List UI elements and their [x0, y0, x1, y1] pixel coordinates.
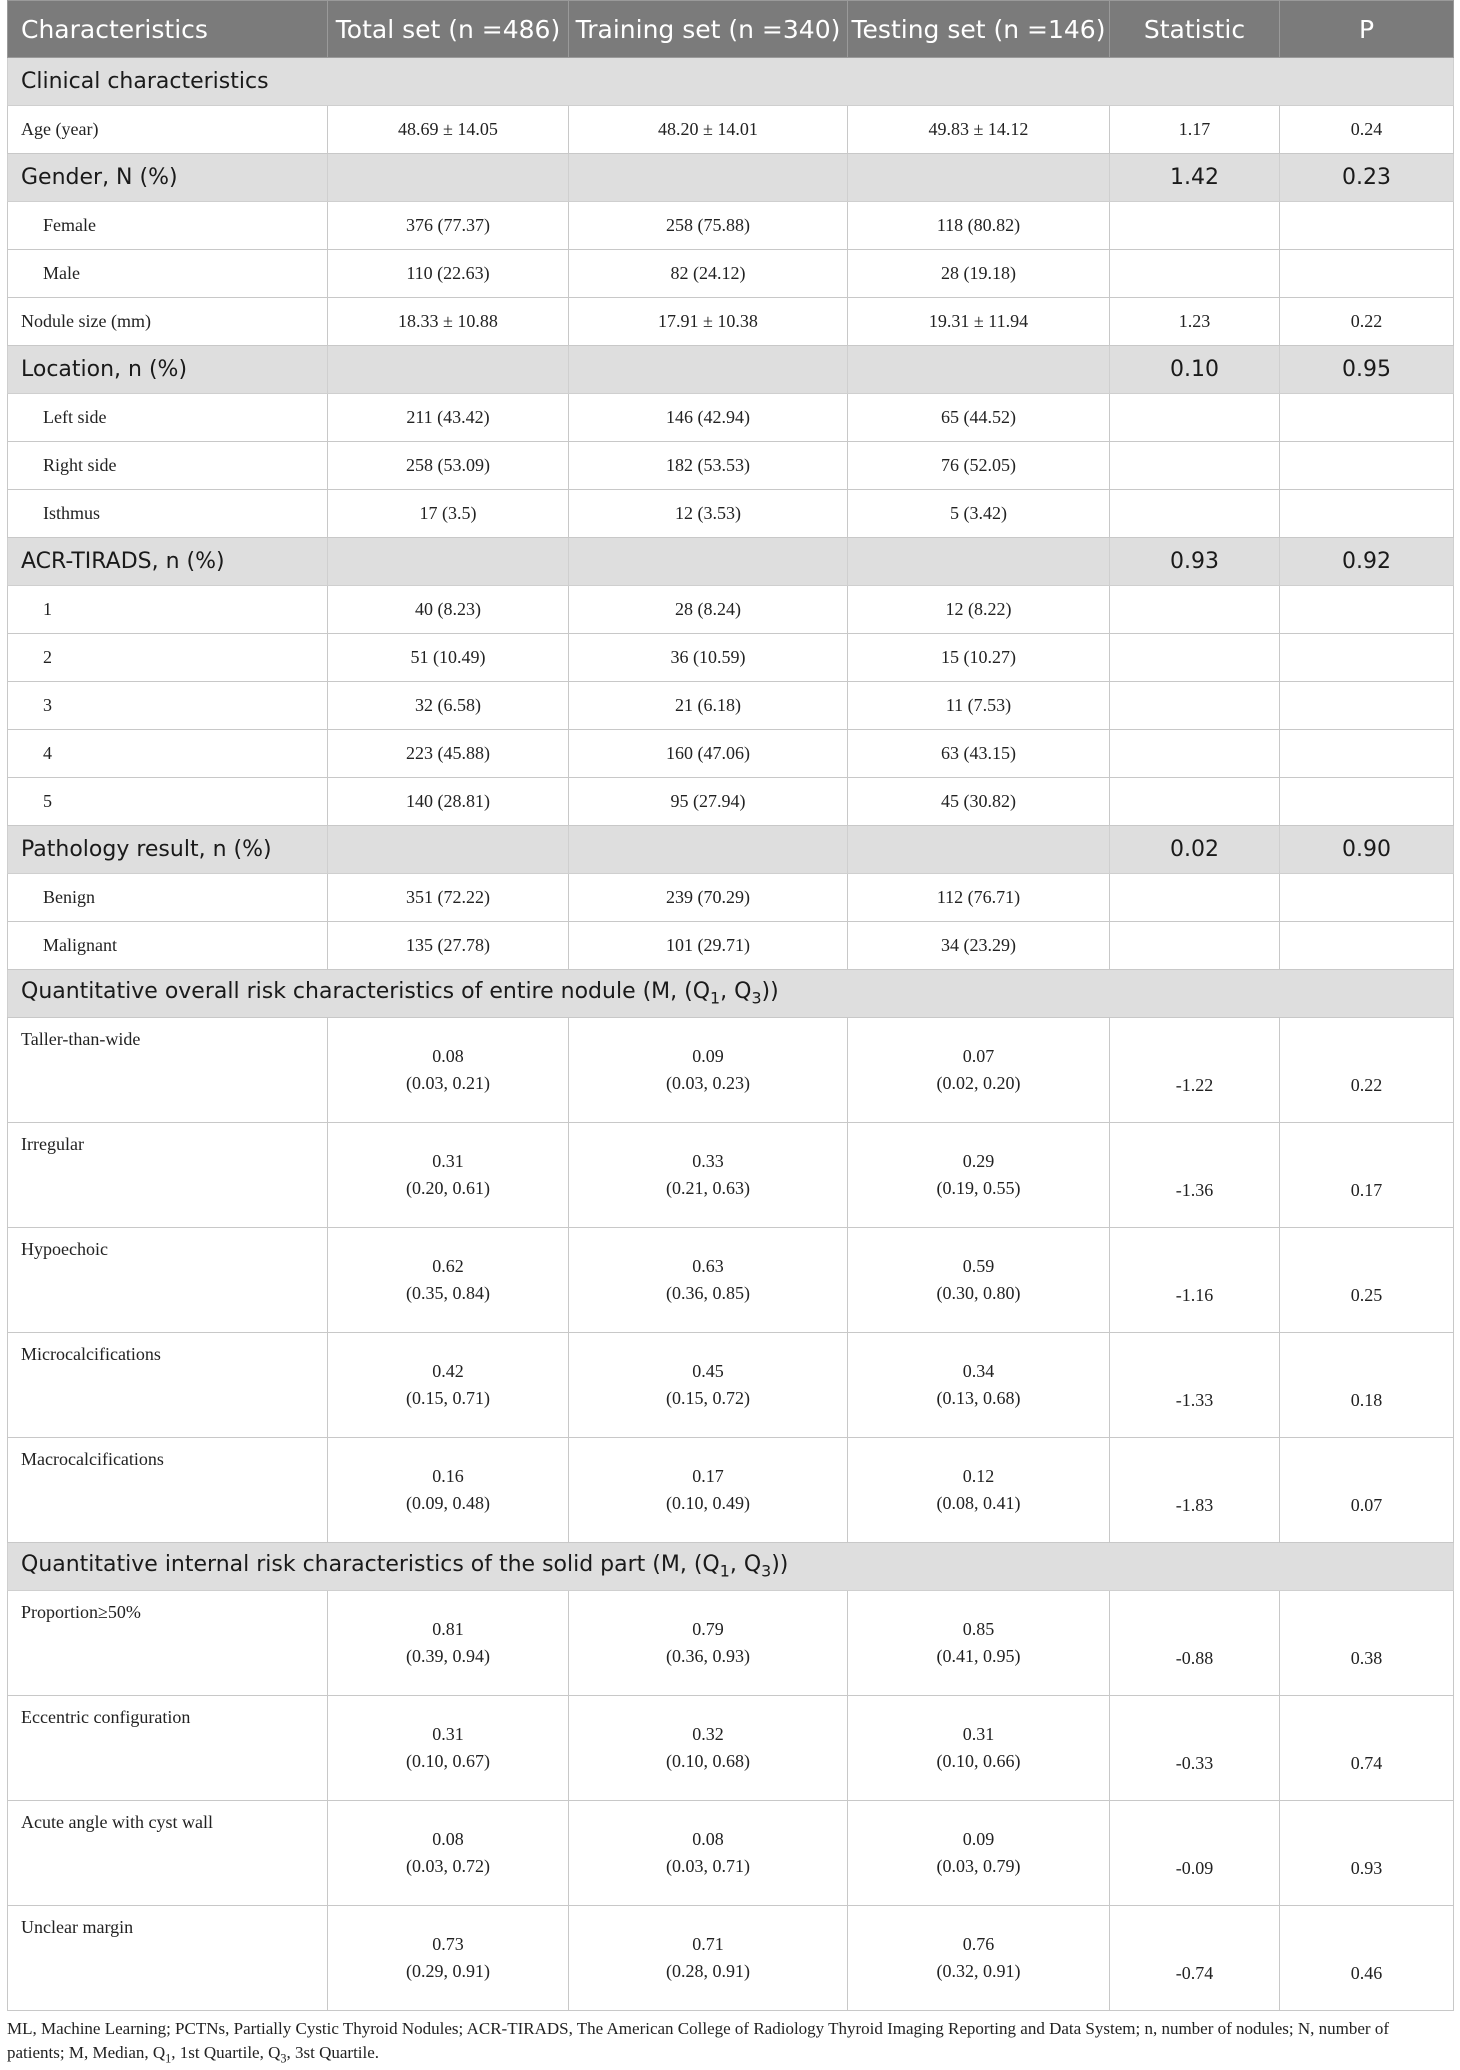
table-row: [8, 1906, 1454, 2011]
header-training-set: Training set (n =340): [569, 1, 848, 58]
cell-statistic: 0.93: [1110, 538, 1280, 586]
cell-total: 17 (3.5): [328, 490, 569, 538]
cell-p: 0.92: [1280, 538, 1454, 586]
header-row: [8, 1, 1454, 58]
cell-testing: 0.85 (0.41, 0.95): [848, 1591, 1110, 1696]
table-row: [8, 1333, 1454, 1438]
cell-training: 36 (10.59): [569, 634, 848, 682]
row-label: 5: [8, 778, 328, 826]
row-label: Benign: [8, 874, 328, 922]
cell-total: 223 (45.88): [328, 730, 569, 778]
cell-p: 0.23: [1280, 154, 1454, 202]
row-label: Proportion≥50%: [8, 1591, 328, 1696]
cell-statistic: -0.33: [1110, 1696, 1280, 1801]
cell-training: 12 (3.53): [569, 490, 848, 538]
cell-total: 48.69 ± 14.05: [328, 106, 569, 154]
cell-testing: 19.31 ± 11.94: [848, 298, 1110, 346]
cell-testing: 118 (80.82): [848, 202, 1110, 250]
cell-training: 28 (8.24): [569, 586, 848, 634]
row-label: Eccentric configuration: [8, 1696, 328, 1801]
cell-p: 0.17: [1280, 1123, 1454, 1228]
cell-p: 0.93: [1280, 1801, 1454, 1906]
category-row-location: [8, 346, 1454, 394]
row-label: Irregular: [8, 1123, 328, 1228]
cell-testing: 0.09 (0.03, 0.79): [848, 1801, 1110, 1906]
cell-total: 135 (27.78): [328, 922, 569, 970]
cell-training: 0.45 (0.15, 0.72): [569, 1333, 848, 1438]
cell-training: 0.79 (0.36, 0.93): [569, 1591, 848, 1696]
row-label: Taller-than-wide: [8, 1018, 328, 1123]
cell-statistic: 1.23: [1110, 298, 1280, 346]
cell-training: 0.32 (0.10, 0.68): [569, 1696, 848, 1801]
characteristics-table: [7, 0, 1454, 1018]
cell-total: 0.73 (0.29, 0.91): [328, 1906, 569, 2011]
overall-risk-rows: [8, 1018, 1454, 1543]
row-label: Age (year): [8, 106, 328, 154]
table-row: [8, 1123, 1454, 1228]
cell-testing: 0.07 (0.02, 0.20): [848, 1018, 1110, 1123]
cell-total: 0.62 (0.35, 0.84): [328, 1228, 569, 1333]
category-label: ACR-TIRADS, n (%): [8, 538, 328, 586]
cell-testing: 63 (43.15): [848, 730, 1110, 778]
cell-training: 0.33 (0.21, 0.63): [569, 1123, 848, 1228]
cell-statistic: -1.83: [1110, 1438, 1280, 1543]
internal-risk-rows: [8, 1591, 1454, 2011]
cell-testing: 45 (30.82): [848, 778, 1110, 826]
section-clinical-title: Clinical characteristics: [8, 58, 1454, 106]
cell-total: 32 (6.58): [328, 682, 569, 730]
cell-statistic: 1.42: [1110, 154, 1280, 202]
cell-statistic: -0.74: [1110, 1906, 1280, 2011]
cell-testing: 65 (44.52): [848, 394, 1110, 442]
table-row: [8, 1696, 1454, 1801]
cell-statistic: 1.17: [1110, 106, 1280, 154]
table-row: [8, 202, 1454, 250]
cell-testing: 0.12 (0.08, 0.41): [848, 1438, 1110, 1543]
table-row: [8, 922, 1454, 970]
cell-testing: 0.34 (0.13, 0.68): [848, 1333, 1110, 1438]
cell-training: 0.17 (0.10, 0.49): [569, 1438, 848, 1543]
header-testing-set: Testing set (n =146): [848, 1, 1110, 58]
cell-p: 0.24: [1280, 106, 1454, 154]
section-overall-title: Quantitative overall risk characteristics of entire nodule (M, ($Q_1$, $Q_3$)): [8, 970, 1454, 1018]
cell-p: 0.25: [1280, 1228, 1454, 1333]
header-total-set: Total set (n =486): [328, 1, 569, 58]
row-label: Malignant: [8, 922, 328, 970]
cell-total: 0.08 (0.03, 0.21): [328, 1018, 569, 1123]
table-row: [8, 874, 1454, 922]
cell-statistic: -0.88: [1110, 1591, 1280, 1696]
cell-p: 0.18: [1280, 1333, 1454, 1438]
cell-training: 146 (42.94): [569, 394, 848, 442]
cell-total: 0.31 (0.20, 0.61): [328, 1123, 569, 1228]
cell-testing: 0.29 (0.19, 0.55): [848, 1123, 1110, 1228]
cell-testing: 15 (10.27): [848, 634, 1110, 682]
cell-total: 140 (28.81): [328, 778, 569, 826]
table-row: [8, 1438, 1454, 1543]
category-label: Pathology result, n (%): [8, 826, 328, 874]
cell-statistic: -1.16: [1110, 1228, 1280, 1333]
cell-statistic: 0.02: [1110, 826, 1280, 874]
table-row: [8, 106, 1454, 154]
table-row: [8, 394, 1454, 442]
cell-training: 0.71 (0.28, 0.91): [569, 1906, 848, 2011]
category-row-pathology: [8, 826, 1454, 874]
header-characteristics: Characteristics: [8, 1, 328, 58]
cell-statistic: -1.33: [1110, 1333, 1280, 1438]
cell-total: 258 (53.09): [328, 442, 569, 490]
cell-total: 0.08 (0.03, 0.72): [328, 1801, 569, 1906]
cell-statistic: -1.22: [1110, 1018, 1280, 1123]
cell-p: 0.90: [1280, 826, 1454, 874]
cell-testing: 112 (76.71): [848, 874, 1110, 922]
section-clinical: [8, 58, 1454, 106]
cell-training: 0.63 (0.36, 0.85): [569, 1228, 848, 1333]
cell-p: 0.46: [1280, 1906, 1454, 2011]
table-row: [8, 490, 1454, 538]
cell-training: 239 (70.29): [569, 874, 848, 922]
cell-total: 211 (43.42): [328, 394, 569, 442]
cell-testing: 49.83 ± 14.12: [848, 106, 1110, 154]
cell-p: 0.07: [1280, 1438, 1454, 1543]
table-row: [8, 1801, 1454, 1906]
cell-total: 51 (10.49): [328, 634, 569, 682]
characteristics-table-continued: [7, 1017, 1454, 2011]
category-label: Location, n (%): [8, 346, 328, 394]
category-label: Gender, N (%): [8, 154, 328, 202]
cell-training: 0.08 (0.03, 0.71): [569, 1801, 848, 1906]
section-internal-risk: [8, 1543, 1454, 1591]
row-label: Macrocalcifications: [8, 1438, 328, 1543]
table-page: [7, 0, 1453, 2070]
cell-testing: 12 (8.22): [848, 586, 1110, 634]
cell-testing: 34 (23.29): [848, 922, 1110, 970]
table-row: [8, 442, 1454, 490]
cell-testing: 76 (52.05): [848, 442, 1110, 490]
row-label: Female: [8, 202, 328, 250]
table-footnote: ML, Machine Learning; PCTNs, Partially Cystic Thyroid Nodules; ACR-TIRADS, The American College of Radiology Thyroid Imaging Reporting and Data System; n, number of nodules; N, number of patients; M, Median, $Q_1$, 1st Quartile, $Q_3$, 3st Quartile.: [7, 2019, 1390, 2066]
cell-p: 0.22: [1280, 1018, 1454, 1123]
cell-testing: 28 (19.18): [848, 250, 1110, 298]
table-row: [8, 634, 1454, 682]
cell-statistic: 0.10: [1110, 346, 1280, 394]
cell-testing: 0.31 (0.10, 0.66): [848, 1696, 1110, 1801]
row-label: 2: [8, 634, 328, 682]
section-overall-risk: [8, 970, 1454, 1018]
header-p: P: [1280, 1, 1454, 58]
header-statistic: Statistic: [1110, 1, 1280, 58]
cell-total: 0.81 (0.39, 0.94): [328, 1591, 569, 1696]
table-row: [8, 730, 1454, 778]
cell-total: 0.16 (0.09, 0.48): [328, 1438, 569, 1543]
row-label: 4: [8, 730, 328, 778]
row-label: Right side: [8, 442, 328, 490]
cell-training: 82 (24.12): [569, 250, 848, 298]
table-row: [8, 1228, 1454, 1333]
cell-training: 48.20 ± 14.01: [569, 106, 848, 154]
cell-training: 21 (6.18): [569, 682, 848, 730]
table-row: [8, 586, 1454, 634]
category-row-gender: [8, 154, 1454, 202]
cell-total: 0.42 (0.15, 0.71): [328, 1333, 569, 1438]
row-label: 1: [8, 586, 328, 634]
cell-testing: 0.59 (0.30, 0.80): [848, 1228, 1110, 1333]
table-row: [8, 778, 1454, 826]
cell-training: 258 (75.88): [569, 202, 848, 250]
cell-training: 101 (29.71): [569, 922, 848, 970]
table-row: [8, 1018, 1454, 1123]
table-row: [8, 682, 1454, 730]
cell-testing: 11 (7.53): [848, 682, 1110, 730]
category-row-tirads: [8, 538, 1454, 586]
table-row: [8, 250, 1454, 298]
cell-statistic: -0.09: [1110, 1801, 1280, 1906]
cell-total: 40 (8.23): [328, 586, 569, 634]
table-row: [8, 298, 1454, 346]
row-label: Male: [8, 250, 328, 298]
cell-training: 182 (53.53): [569, 442, 848, 490]
cell-p: 0.74: [1280, 1696, 1454, 1801]
cell-testing: 5 (3.42): [848, 490, 1110, 538]
cell-p: 0.38: [1280, 1591, 1454, 1696]
cell-total: 351 (72.22): [328, 874, 569, 922]
row-label: Nodule size (mm): [8, 298, 328, 346]
row-label: Acute angle with cyst wall: [8, 1801, 328, 1906]
row-label: 3: [8, 682, 328, 730]
cell-statistic: -1.36: [1110, 1123, 1280, 1228]
cell-total: 110 (22.63): [328, 250, 569, 298]
cell-training: 160 (47.06): [569, 730, 848, 778]
cell-p: 0.22: [1280, 298, 1454, 346]
row-label: Isthmus: [8, 490, 328, 538]
row-label: Hypoechoic: [8, 1228, 328, 1333]
cell-training: 95 (27.94): [569, 778, 848, 826]
row-label: Microcalcifications: [8, 1333, 328, 1438]
cell-testing: 0.76 (0.32, 0.91): [848, 1906, 1110, 2011]
cell-total: 18.33 ± 10.88: [328, 298, 569, 346]
row-label: Unclear margin: [8, 1906, 328, 2011]
cell-total: 376 (77.37): [328, 202, 569, 250]
cell-training: 0.09 (0.03, 0.23): [569, 1018, 848, 1123]
cell-total: 0.31 (0.10, 0.67): [328, 1696, 569, 1801]
section-internal-title: Quantitative internal risk characteristics of the solid part (M, ($Q_1$, $Q_3$)): [8, 1543, 1454, 1591]
cell-training: 17.91 ± 10.38: [569, 298, 848, 346]
table-row: [8, 1591, 1454, 1696]
row-label: Left side: [8, 394, 328, 442]
cell-p: 0.95: [1280, 346, 1454, 394]
